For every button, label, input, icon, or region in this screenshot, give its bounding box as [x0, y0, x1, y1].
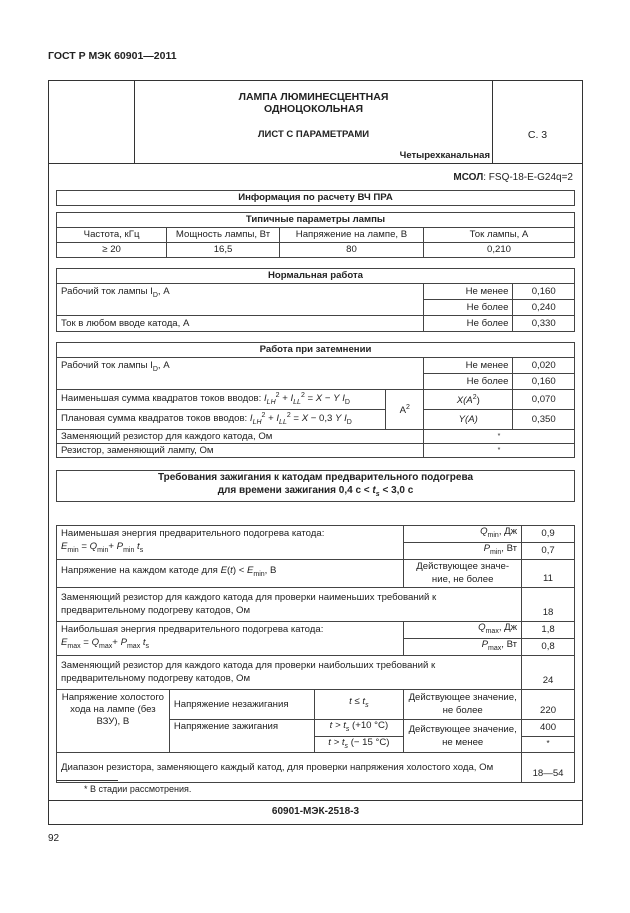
sheet-label: ЛИСТ С ПАРАМЕТРАМИ: [257, 129, 370, 140]
ign-pmin-value: 0,7: [522, 542, 575, 559]
ign-eff-1: Действующее значение, не более: [404, 689, 522, 719]
dim-resistor-lamp-value: *: [424, 444, 575, 458]
title-line-1: ЛАМПА ЛЮМИНЕСЦЕНТНАЯ: [238, 91, 389, 103]
ign-resistor-max: Заменяющий резистор для каждого катода для проверки наибольших требований к предварительному подогреву катодов, Ом: [57, 655, 522, 689]
ign-voltage-value: 11: [522, 559, 575, 587]
typical-header-freq: Частота, кГц: [57, 228, 167, 243]
normal-work-current: Рабочий ток лампы $I_D$, А: [57, 284, 424, 316]
dim-work-current: Рабочий ток лампы $I_D$, А: [57, 358, 424, 390]
footer-divider: [48, 800, 583, 801]
section-typical: Типичные параметры лампы: [57, 213, 575, 228]
normal-min-value: 0,160: [513, 284, 575, 300]
dim-x-label: $X(A^2)$: [424, 390, 513, 410]
dim-x-value: 0,070: [513, 390, 575, 410]
normal-cathode-label: Не более: [424, 316, 513, 332]
ign-qmin-label: $Q_{min}$, Дж: [404, 526, 522, 543]
ign-resistor-max-value: 24: [522, 655, 575, 689]
ign-min-energy: Наименьшая энергия предварительного подогрева катода: $E_{min} = Q_{min}+ P_{min}$ $t_s$: [57, 526, 404, 560]
ign-range: Диапазон резистора, заменяющего каждый катод, для проверки напряжения холостого хода, Ом: [57, 753, 522, 783]
dim-resistor-cathode-value: *: [424, 430, 575, 444]
page-number: 92: [48, 833, 60, 844]
dim-planned-sum: Плановая сумма квадратов токов вводов: $I_{LH}^2 + I_{LL}^2 = X - 0,3$ Y $I_D$: [57, 410, 386, 430]
ign-range-value: 18—54: [522, 753, 575, 783]
ign-max-energy: Наибольшая энергия предварительного подогрева катода: $E_{max} = Q_{max}+ P_{max}$ $t_s$: [57, 621, 404, 655]
footnote: * В стадии рассмотрения.: [84, 784, 192, 794]
normal-max-label: Не более: [424, 300, 513, 316]
typical-value-freq: ≥ 20: [57, 243, 167, 258]
typical-value-current: 0,210: [424, 243, 575, 258]
ign-cond-3: $t > t_s$ (− 15 °С): [314, 736, 404, 753]
ign-non-ignition: Напряжение незажигания: [169, 689, 314, 719]
normal-min-label: Не менее: [424, 284, 513, 300]
ign-pmax-label: $P_{max}$, Вт: [404, 638, 522, 655]
ign-pmin-label: $P_{min}$, Вт: [404, 542, 522, 559]
document-header: ГОСТ Р МЭК 60901—2011: [48, 50, 177, 62]
dim-min-label: Не менее: [424, 358, 513, 374]
ign-cond-1: $t \le t_s$: [314, 689, 404, 719]
ign-resistor-min-value: 18: [522, 587, 575, 621]
msol-line: [453, 172, 573, 183]
ign-qmin-value: 0,9: [522, 526, 575, 543]
dim-resistor-cathode: Заменяющий резистор для каждого катода, Ом: [57, 430, 424, 444]
ign-ignition: Напряжение зажигания: [169, 719, 314, 753]
typical-value-power: 16,5: [167, 243, 280, 258]
ign-effective-label: Действующее значе-ние, не более: [404, 559, 522, 587]
page-ref: С. 3: [527, 129, 548, 141]
typical-header-voltage: Напряжение на лампе, В: [279, 228, 423, 243]
ign-voltage-cathode: Напряжение на каждом катоде для $E(t) < E_{min}$, В: [57, 559, 404, 587]
normal-cathode-value: 0,330: [513, 316, 575, 332]
dim-least-sum: Наименьшая сумма квадратов токов вводов: $I_{LH}^2 + I_{LL}^2 = X - Y$ $I_D$: [57, 390, 386, 410]
ignition-table: [56, 525, 575, 783]
typical-header-power: Мощность лампы, Вт: [167, 228, 280, 243]
dim-y-label: Y(A): [424, 410, 513, 430]
parameters-table: [56, 190, 575, 502]
ign-val-1: 220: [522, 689, 575, 719]
section-info: Информация по расчету ВЧ ПРА: [57, 191, 575, 206]
normal-cathode-current: Ток в любом вводе катода, А: [57, 316, 424, 332]
ign-eff-2: Действующее значение, не менее: [404, 719, 522, 753]
title-line-2: ОДНОЦОКОЛЬНАЯ: [263, 103, 364, 115]
dim-min-value: 0,020: [513, 358, 575, 374]
ign-pmax-value: 0,8: [522, 638, 575, 655]
normal-max-value: 0,240: [513, 300, 575, 316]
typical-value-voltage: 80: [279, 243, 423, 258]
dim-y-value: 0,350: [513, 410, 575, 430]
dim-a2-unit: $А^2$: [386, 390, 424, 430]
section-dim: Работа при затемнении: [57, 343, 575, 358]
ign-cond-2: $t > t_s$ (+10 °С): [314, 719, 404, 736]
dim-max-value: 0,160: [513, 374, 575, 390]
msol-value: : FSQ-18-E-G24q=2: [483, 172, 573, 183]
variant-label: Четырехканальная: [399, 150, 490, 161]
ign-qmax-label: $Q_{max}$, Дж: [404, 621, 522, 638]
ign-open-voltage: Напряжение холостого хода на лампе (без ВЗУ), В: [57, 689, 170, 753]
sheet-code: 60901-МЭК-2518-3: [271, 806, 360, 817]
section-normal: Нормальная работа: [57, 269, 575, 284]
ign-val-2: 400: [522, 719, 575, 736]
msol-label: МСОЛ: [453, 172, 484, 183]
ign-qmax-value: 1,8: [522, 621, 575, 638]
ign-resistor-min: Заменяющий резистор для каждого катода для проверки наименьших требований к предварительному подогреву катодов, Ом: [57, 587, 522, 621]
dim-resistor-lamp: Резистор, заменяющий лампу, Ом: [57, 444, 424, 458]
section-ignition: Требования зажигания к катодам предварительного подогрева для времени зажигания 0,4 $с < t_s < 3,0$ с: [57, 471, 575, 502]
typical-header-current: Ток лампы, А: [424, 228, 575, 243]
dim-max-label: Не более: [424, 374, 513, 390]
footnote-rule: [56, 780, 118, 781]
ign-val-3: *: [522, 736, 575, 753]
